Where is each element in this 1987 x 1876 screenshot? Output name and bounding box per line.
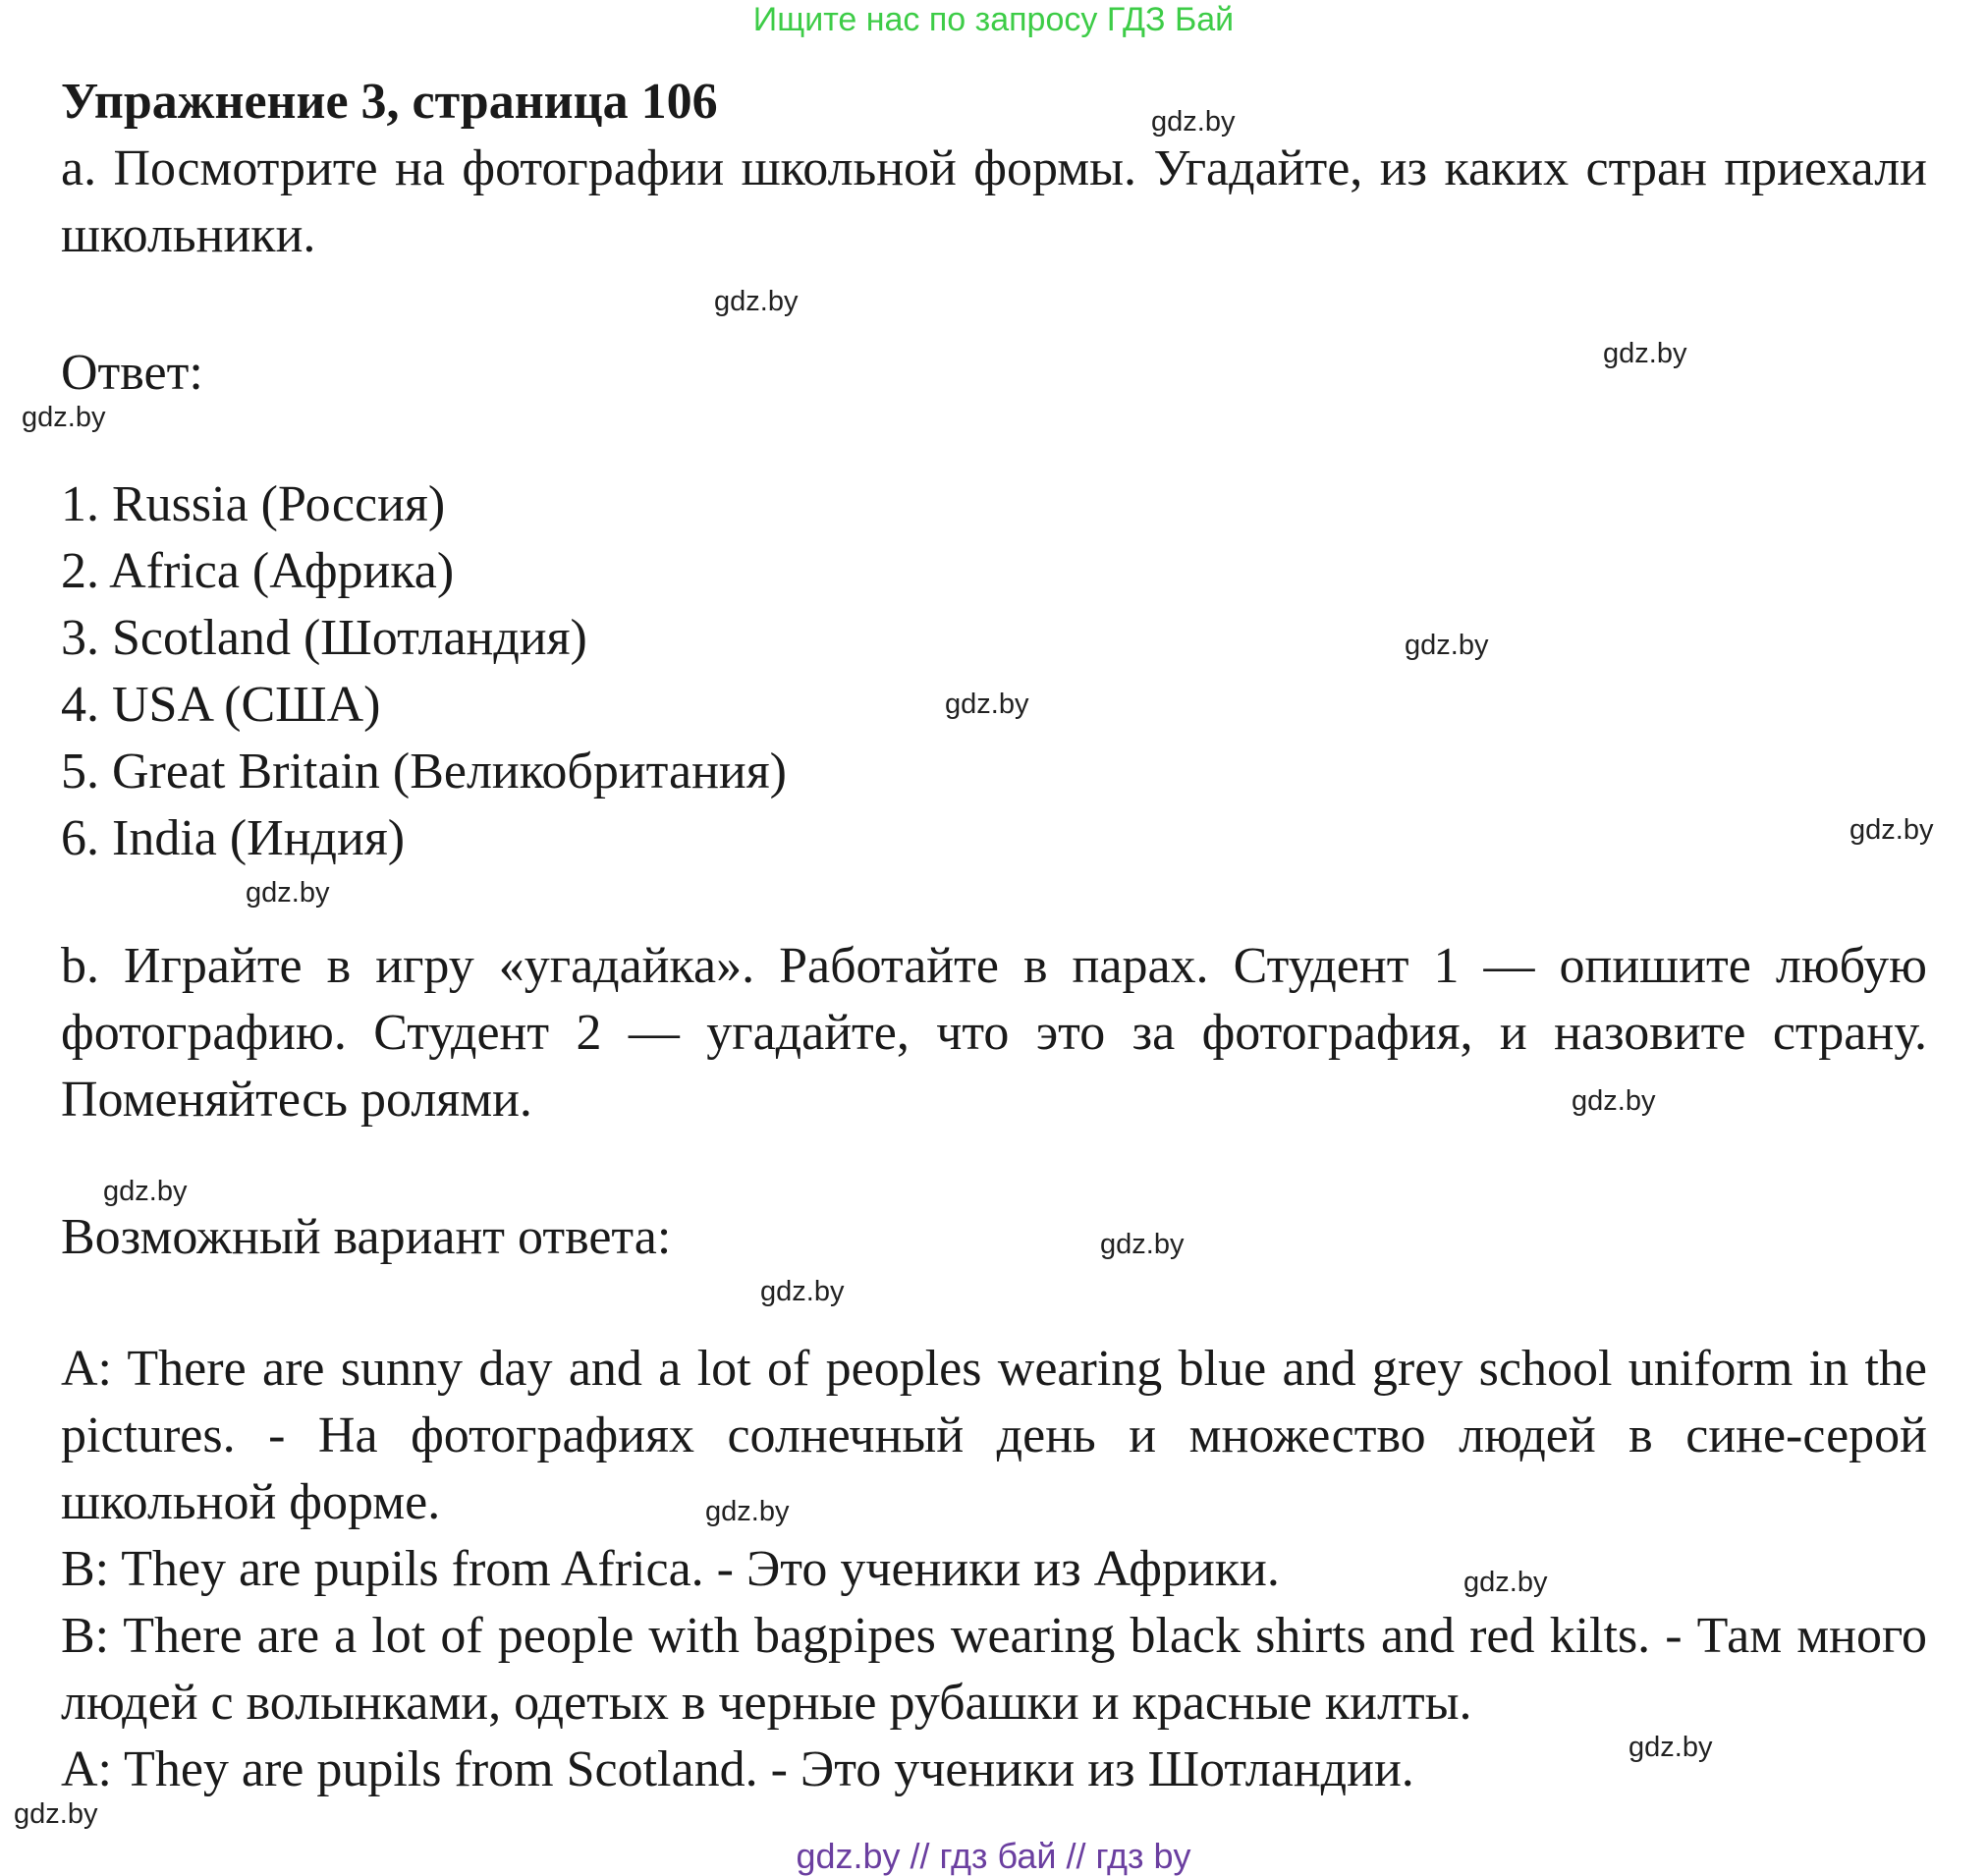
dialog-line: A: They are pupils from Scotland. - Это ученики из Шотландии. <box>61 1741 1414 1797</box>
watermark: gdz.by <box>1628 1732 1713 1763</box>
dialog-line: A: There are sunny day and a lot of peoples wearing blue and grey school uniform in the pictures. - На фотографиях солнечный день и множество людей в сине-серой школьной форме. <box>61 1341 1927 1530</box>
search-banner: Ищите нас по запросу ГДЗ Бай <box>752 1 1235 38</box>
watermark: gdz.by <box>103 1176 188 1207</box>
list-item: 1. Russia (Россия) <box>61 476 446 532</box>
watermark: gdz.by <box>714 286 799 317</box>
watermark: gdz.by <box>246 877 330 909</box>
list-item: 3. Scotland (Шотландия) <box>61 610 587 666</box>
watermark: gdz.by <box>1151 106 1236 138</box>
answer-list <box>61 471 787 872</box>
watermark: gdz.by <box>1572 1085 1656 1117</box>
watermark: gdz.by <box>945 689 1029 720</box>
answer-label-a: Ответ: <box>61 345 203 401</box>
answer-label-b: Возможный вариант ответа: <box>61 1209 672 1265</box>
watermark: gdz.by <box>1405 630 1489 661</box>
watermark: gdz.by <box>760 1276 845 1307</box>
watermark: gdz.by <box>1603 338 1687 369</box>
watermark: gdz.by <box>1463 1567 1548 1598</box>
list-item: 4. USA (США) <box>61 677 381 733</box>
watermark: gdz.by <box>1849 814 1934 846</box>
list-item: 5. Great Britain (Великобритания) <box>61 744 787 800</box>
footer-watermark: gdz.by // гдз бай // гдз by <box>796 1836 1191 1876</box>
task-a-text: a. Посмотрите на фотографии школьной формы. Угадайте, из каких стран приехали школьники. <box>61 140 1927 263</box>
dialog-line: B: There are a lot of people with bagpipes wearing black shirts and red kilts. - Там много людей с волынками, одетых в черные рубашки и красные килты. <box>61 1608 1927 1731</box>
watermark: gdz.by <box>14 1798 98 1830</box>
dialog-line: B: They are pupils from Africa. - Это ученики из Африки. <box>61 1541 1280 1597</box>
task-b-text: b. Играйте в игру «угадайка». Работайте в парах. Студент 1 — опишите любую фотографию. Студент 2 — угадайте, что это за фотография, и назовите страну. Поменяйтесь ролями. <box>61 938 1927 1128</box>
list-item: 6. India (Индия) <box>61 810 406 866</box>
watermark: gdz.by <box>22 402 106 433</box>
watermark: gdz.by <box>705 1496 790 1527</box>
list-item: 2. Africa (Африка) <box>61 543 455 599</box>
page-title: Упражнение 3, страница 106 <box>61 74 718 130</box>
watermark: gdz.by <box>1100 1229 1185 1260</box>
